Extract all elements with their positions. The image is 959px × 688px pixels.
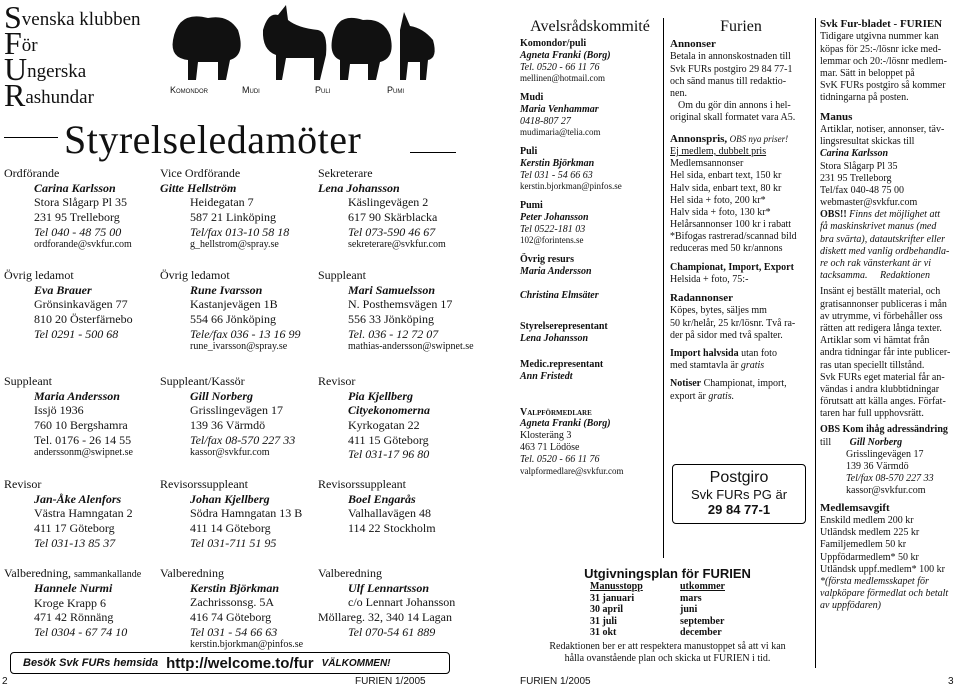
- board-entry-sekreterare: Sekreterare Lena Johansson Käslingevägen 2 617 90 Skärblacka Tel 073-590 46 67 sekreterare@svkfur.com: [318, 166, 446, 251]
- board-entry-ordforande: Ordförande Carina Karlsson Stora Slågarp Pl 35 231 95 Trelleborg Tel 040 - 48 75 00 ordforande@svkfur.com: [4, 166, 132, 251]
- masthead-line-2: F ör: [4, 25, 38, 61]
- utgivningsplan: Utgivningsplan för FURIEN Manusstopp utkommer 31 januari mars 30 april juni 31 juli september 31 okt december Redaktionen ber er att respektera manustoppet så att vi kan hålla ovanstående plan och skicka ut FURIEN i tid.: [549, 566, 786, 664]
- board-entry-revisorssuppleant-1: Revisorssuppleant Johan Kjellberg Södra Hamngatan 13 B 411 14 Göteborg Tel 031-711 51 95: [160, 477, 303, 550]
- board-entry-revisorssuppleant-2: Revisorssuppleant Boel Engarås Valhallavägen 48 114 22 Stockholm: [318, 477, 436, 535]
- board-entry-ovrig-ledamot-1: Övrig ledamot Eva Brauer Grönsinkavägen 77 810 20 Österfärnebo Tel 0291 - 500 68: [4, 268, 133, 341]
- board-entry-valberedning-2: Valberedning Kerstin Björkman Zachrissonsg. 5A 416 74 Göteborg Tel 031 - 54 66 63 kerstin.bjorkman@pinfos.se: [160, 566, 304, 651]
- divider-1: [663, 18, 664, 558]
- board-entry-ovrig-ledamot-2: Övrig ledamot Rune Ivarsson Kastanjevägen 1B 554 66 Jönköping Tele/fax 036 - 13 16 99 rune_ivarsson@spray.se: [160, 268, 301, 353]
- website-banner: Besök Svk FURs hemsida http://welcome.to/fur VÄLKOMMEN!: [10, 652, 450, 674]
- page-title: Styrelseledamöter: [64, 117, 362, 162]
- divider-2: [815, 18, 816, 668]
- breed-pumi: Pumi: [387, 85, 405, 95]
- avel-heading: Avelsrådskommité: [530, 18, 650, 35]
- page-number-left: 2: [2, 676, 8, 687]
- avelsradskommitte: Avelsrådskommité Komondor/puli Agneta Franki (Borg) Tel. 0520 - 66 11 76 mellinen@hotmail.com Mudi Maria Venhammar 0418-807 27 mudimaria@telia.com Puli Kerstin Björkman Tel 031 - 54 66 63 kerstin.bjorkman@pinfos.se Pumi Peter Johansson Tel 0522-181 03 102@forintens.se Övrig resurs Maria Andersson Christina Elmsäter Styrelserepresentant Lena Johansson Medic.representant Ann Fristedt Valpförmedlare Agneta Franki (Borg) Klosteräng 3 463 71 Lödöse Tel. 0520 - 66 11 76 valpformedlare@svkfur.com: [520, 18, 660, 476]
- dog-silhouettes: [168, 0, 440, 84]
- title-rule-right: [410, 152, 456, 153]
- board-entry-suppleant-1: Suppleant Maria Andersson Issjö 1936 760 10 Bergshamra Tel. 0176 - 26 14 55 anderssonm@swipnet.se: [4, 374, 133, 459]
- issue-label-left: FURIEN 1/2005: [355, 676, 426, 687]
- title-rule-left: [4, 137, 58, 138]
- board-entry-revisor-1: Revisor Jan-Åke Alenfors Västra Hamngatan 2 411 17 Göteborg Tel 031-13 85 37: [4, 477, 133, 550]
- furien-bladet: Svk Fur-bladet - FURIEN Tidigare utgivna nummer kan köpas för 25:-/lösnr icke med- lemmar och 20:-/lösnr medlem- mar. Sätt in beloppet på SvK FURs postgiro så kommer tidningarna på posten. Manus Artiklar, notiser, annonser, täv- lingsresultat skickas till Carina Karlsson Stora Slågarp Pl 35 231 95 Trelleborg Tel/fax 040-48 75 00 webmaster@svkfur.com OBS!! Finns det möjlighet att få maskinskrivet manus (med bra svärta), datautskrifter eller diskett med vanlig ordbehandla- re och rak vänsterkant är vi tacksamma. Redaktionen Insänt ej beställt material, och gratisannonser publiceras i mån av utrymme, vi förbehåller oss rätten att redigera långa texter. Artiklar som vi hämtat från andra tidningar får inte publicer- ras utan speciellt tillstånd. Svk FURs eget material får an- vändas i andra klubbtidningar förutsatt att källa anges. Förfat- taren har full upphovsrätt. OBS Kom ihåg adressändring till Gill Norberg Grisslingevägen 17 139 36 Värmdö Tel/fax 08-570 227 33 kassor@svkfur.com Medlemsavgift Enskild medlem 200 kr Utländsk medlem 225 kr Familjemedlem 50 kr Uppfödarmedlem* 50 kr Utländsk uppf.medlem* 100 kr *(första medlemsskapet för valpköpare förmedlat och betalt av uppfödaren): [820, 18, 951, 612]
- postgiro-box: Postgiro Svk FURs PG är 29 84 77-1: [672, 464, 806, 524]
- board-entry-revisor-2: Revisor Pia Kjellberg Cityekonomerna Kyrkogatan 22 411 15 Göteborg Tel 031-17 96 80: [318, 374, 431, 462]
- breed-puli: Puli: [315, 85, 331, 95]
- board-entry-suppleant-2: Suppleant Mari Samuelsson N. Posthemsvägen 17 556 33 Jönköping Tel. 036 - 12 72 07 mathias-andersson@swipnet.se: [318, 268, 474, 353]
- breed-mudi: Mudi: [242, 85, 260, 95]
- masthead-line-3: U ngerska: [4, 51, 87, 87]
- masthead-line-1: S venska klubben: [4, 0, 141, 35]
- furien-heading: Furien: [720, 18, 762, 35]
- breed-komondor: Komondor: [170, 85, 209, 95]
- masthead: [4, 0, 164, 113]
- furien-info: Furien Annonser Betala in annonskostnaden till Svk FURs postgiro 29 84 77-1 och sänd manus till redaktio- nen. Om du gör din annons i hel- original skall formatet vara A5. Annonspris, OBS nya priser! Ej medlem, dubbelt pris Medlemsannonser Hel sida, enbart text, 150 kr Halv sida, enbart text, 80 kr Hel sida + foto, 200 kr* Halv sida + foto, 130 kr* Helårsannonser 100 kr i rabatt *Bifogas rastrerad/scannad bild reduceras med 50 kr/annons Championat, Import, Export Helsida + foto, 75:- Radannonser Köpes, bytes, säljes mm 50 kr/helår, 25 kr/lösnr. Två ra- der på sidor med två spalter. Import halvsida utan foto med stamtavla är gratis Notiser Championat, import, export är gratis.: [670, 18, 812, 403]
- board-entry-valberedning-1: Valberedning, sammankallande Hannele Nurmi Kroge Krapp 6 471 42 Rönnäng Tel 0304 - 67 74 10: [4, 566, 142, 640]
- dog-illustrations: [168, 0, 440, 100]
- board-entry-suppleant-kassor: Suppleant/Kassör Gill Norberg Grisslingevägen 17 139 36 Värmdö Tel/fax 08-570 227 33 kassor@svkfur.com: [160, 374, 296, 459]
- board-entry-vice-ordforande: Vice Ordförande Gitte Hellström Heidegatan 7 587 21 Linköping Tel/fax 013-10 58 18 g_hellstrom@spray.se: [160, 166, 290, 251]
- masthead-line-4: R ashundar: [4, 77, 94, 113]
- board-entry-valberedning-3: Valberedning Ulf Lennartsson c/o Lennart Johansson Möllareg. 32, 340 14 Lagan Tel 070-54 61 889: [318, 566, 456, 639]
- website-link[interactable]: http://welcome.to/fur: [166, 654, 314, 672]
- issue-label-right: FURIEN 1/2005: [520, 676, 591, 687]
- page-number-right: 3: [948, 676, 954, 687]
